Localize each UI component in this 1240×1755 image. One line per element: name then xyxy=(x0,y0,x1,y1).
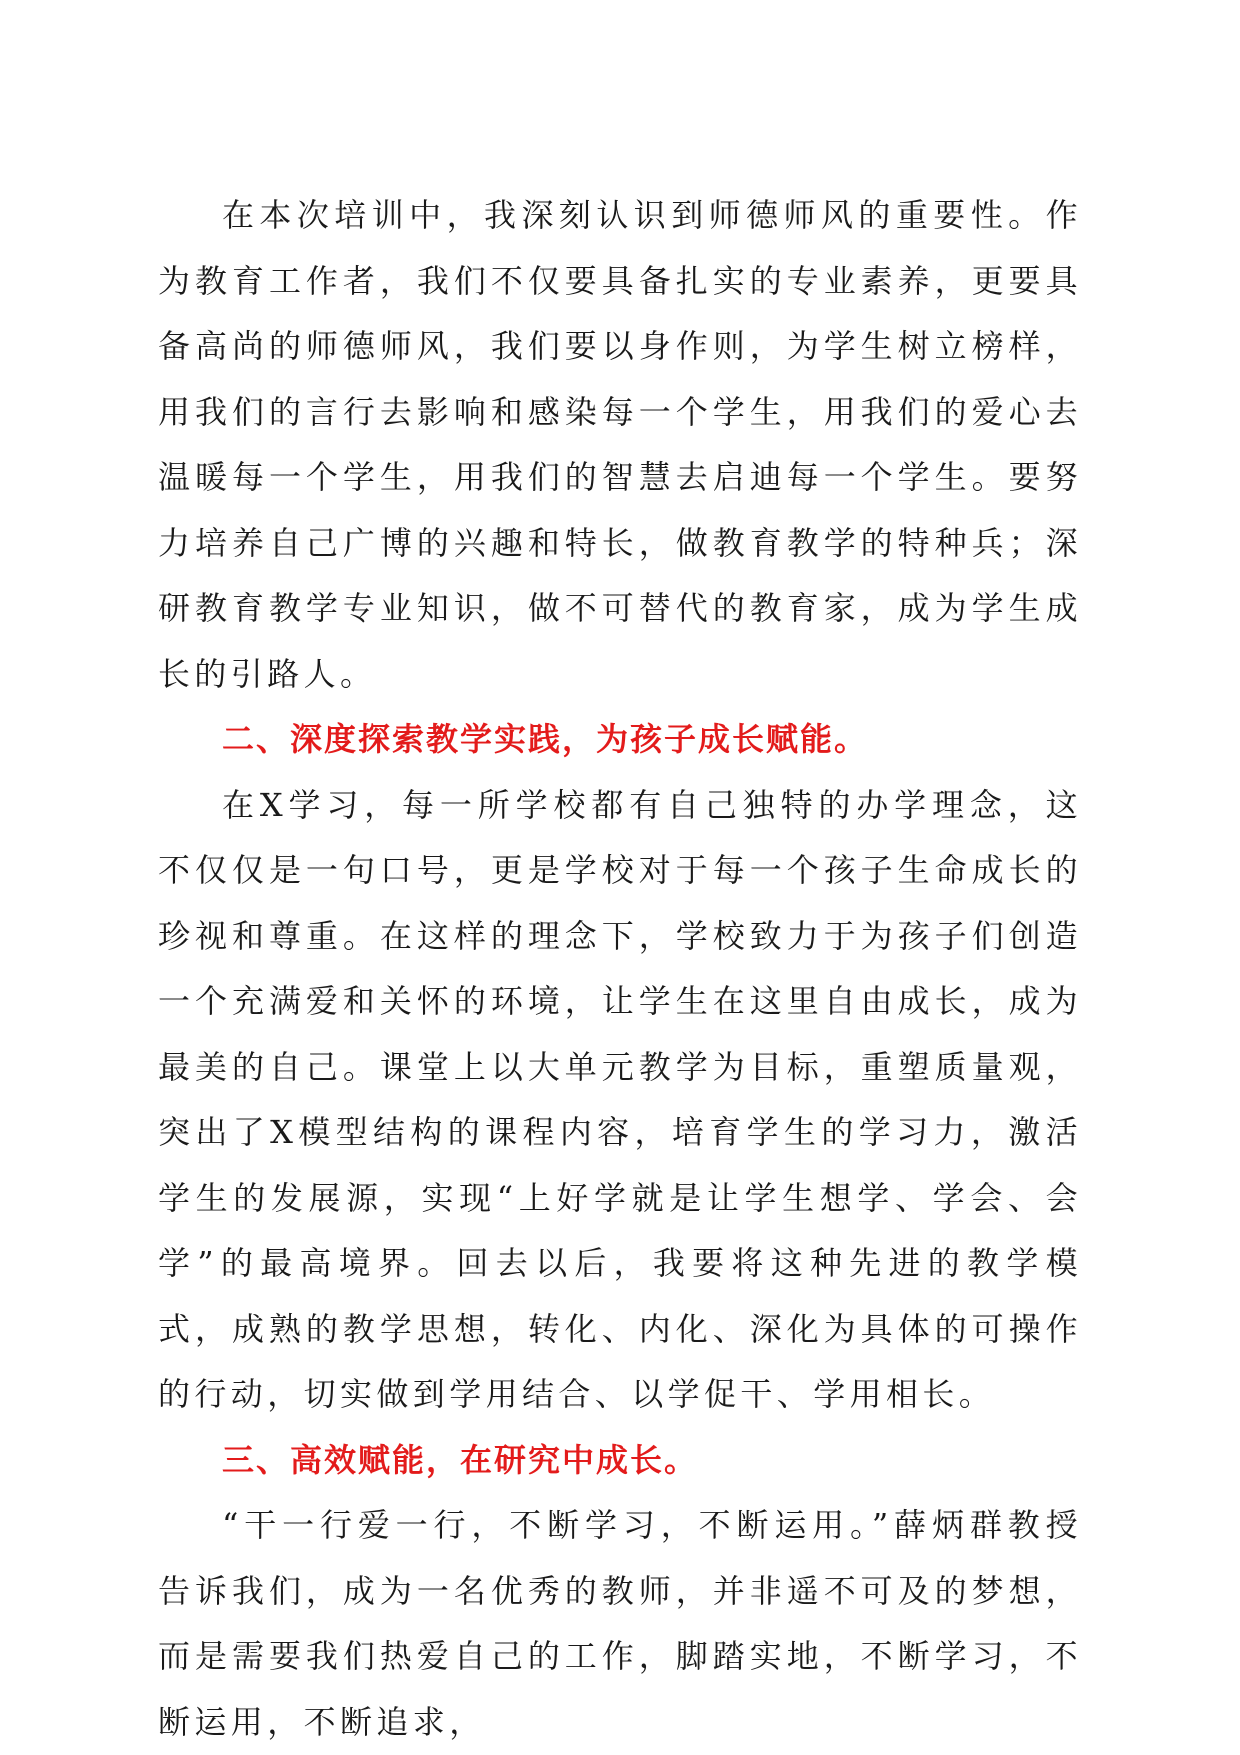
document-body xyxy=(158,183,1082,1755)
section-heading-2: 二、深度探索教学实践，为孩子成长赋能。 xyxy=(222,720,869,758)
paragraph-teaching-practice: 在X学习，每一所学校都有自己独特的办学理念，这不仅仅是一句口号，更是学校对于每一个孩子生命成长的珍视和尊重。在这样的理念下，学校致力于为孩子们创造一个充满爱和关怀的环境，让学生在这里自由成长，成为最美的自己。课堂上以大单元教学为目标，重塑质量观，突出了X模型结构的课程内容，培育学生的学习力，激活学生的发展源，实现“上好学就是让学生想学、学会、会学”的最高境界。回去以后，我要将这种先进的教学模式，成熟的教学思想，转化、内化、深化为具体的可操作的行动，切实做到学用结合、以学促干、学用相长。 xyxy=(158,785,1082,1413)
section-heading-3: 三、高效赋能，在研究中成长。 xyxy=(222,1440,699,1479)
paragraph-research-growth: “干一行爱一行，不断学习，不断运用。”薛炳群教授告诉我们，成为一名优秀的教师，并非遥不可及的梦想，而是需要我们热爱自己的工作，脚踏实地，不断学习，不断运用，不断追求， xyxy=(158,1506,1082,1741)
paragraph-teacher-ethics: 在本次培训中，我深刻认识到师德师风的重要性。作为教育工作者，我们不仅要具备扎实的专业素养，更要具备高尚的师德师风，我们要以身作则，为学生树立榜样，用我们的言行去影响和感染每一个学生，用我们的爱心去温暖每一个学生，用我们的智慧去启迪每一个学生。要努力培养自己广博的兴趣和特长，做教育教学的特种兵；深研教育教学专业知识，做不可替代的教育家，成为学生成长的引路人。 xyxy=(158,196,1082,693)
